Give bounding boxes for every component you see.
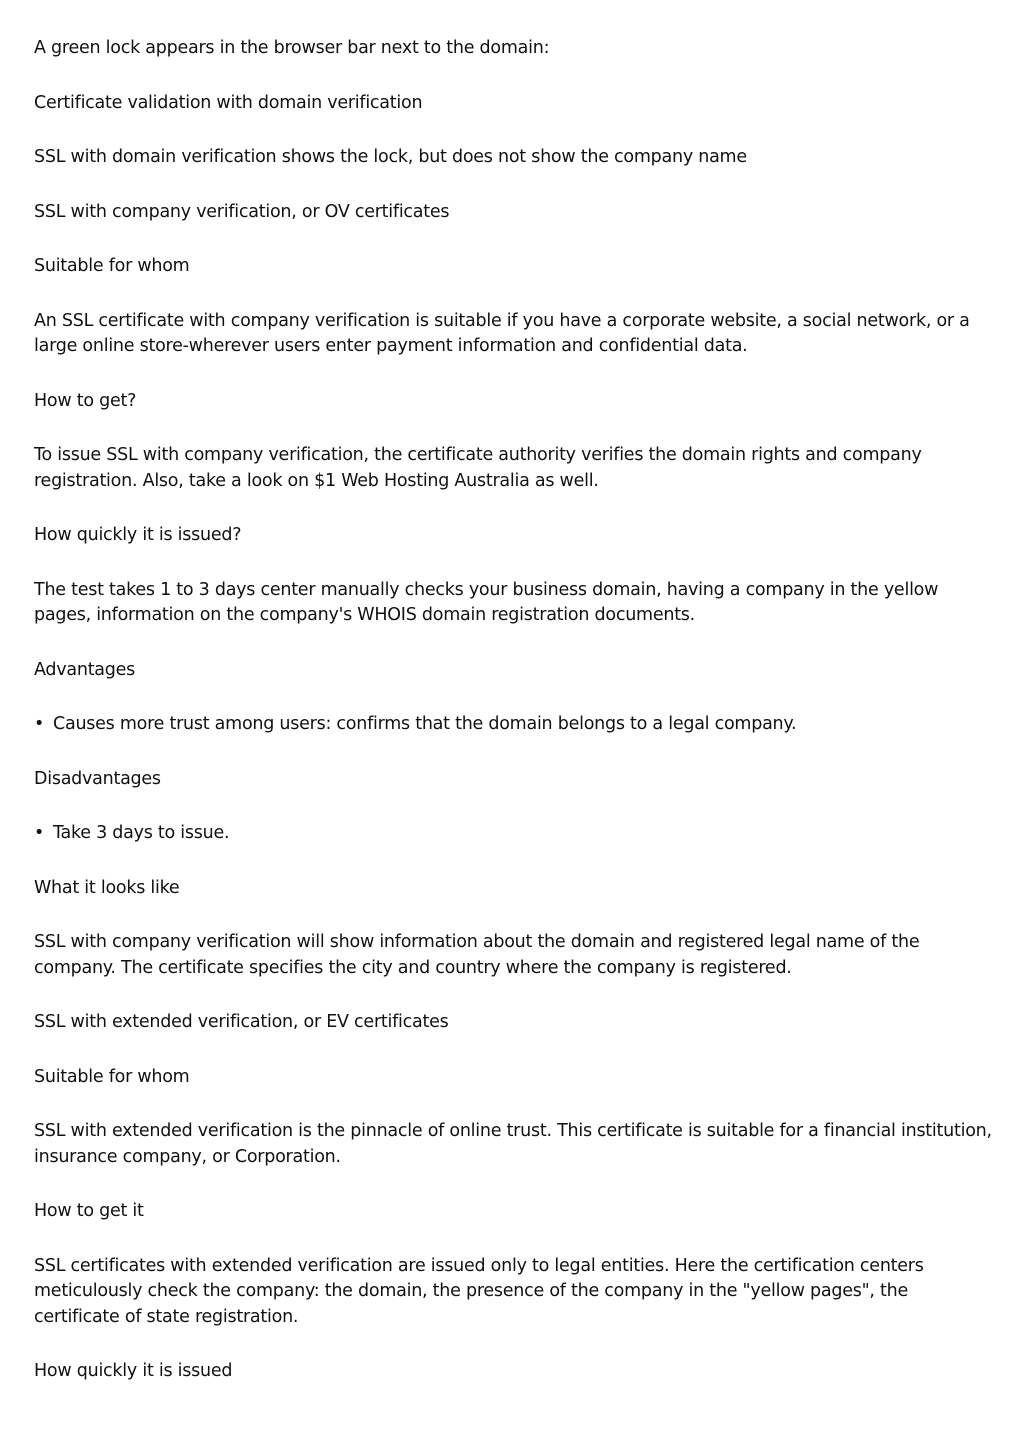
bullet-item — [34, 821, 994, 847]
subheading: How to get? — [34, 390, 137, 411]
document-page — [34, 36, 994, 1414]
paragraph: SSL with company verification will show information about the domain and registered legal name of the company. The certificate specifies the city and country where the company is registered. — [34, 932, 920, 978]
subheading: How to get it — [34, 1201, 144, 1221]
paragraph: The test takes 1 to 3 days center manually checks your business domain, having a company in the yellow pages, information on the company's WHOIS domain registration documents. — [34, 579, 939, 625]
section-heading: SSL with extended verification, or EV certificates — [34, 1012, 449, 1032]
subheading: What it looks like — [34, 877, 180, 898]
bullet-text: Take 3 days to issue. — [53, 823, 230, 843]
subheading: Suitable for whom — [34, 1066, 190, 1087]
paragraph: SSL with extended verification is the pinnacle of online trust. This certificate is suitable for a financial institution, insurance company, or Corporation. — [34, 1121, 992, 1167]
paragraph: A green lock appears in the browser bar next to the domain: — [34, 38, 550, 58]
subheading: How quickly it is issued? — [34, 525, 242, 545]
subheading: Disadvantages — [34, 768, 161, 789]
paragraph: To issue SSL with company verification, the certificate authority verifies the domain rights and company registration. Also, take a look on $1 Web Hosting Australia as well. — [34, 445, 922, 491]
paragraph: An SSL certificate with company verification is suitable if you have a corporate website, a social network, or a large online store-wherever users enter payment information and confidential data. — [34, 310, 970, 356]
bullet-marker: • — [34, 714, 45, 734]
bullet-text: Causes more trust among users: confirms that the domain belongs to a legal company. — [53, 714, 797, 734]
paragraph: SSL certificates with extended verification are issued only to legal entities. Here the certification centers meticulously check the company: the domain, the presence of the company in the "yellow pages", the certificate of state registration. — [34, 1255, 924, 1327]
subheading: Suitable for whom — [34, 256, 190, 276]
subheading: Advantages — [34, 659, 136, 680]
paragraph: Certificate validation with domain verification — [34, 92, 423, 113]
subheading: How quickly it is issued — [34, 1361, 233, 1381]
section-heading: SSL with company verification, or OV certificates — [34, 201, 450, 222]
bullet-marker: • — [34, 823, 45, 843]
paragraph: SSL with domain verification shows the lock, but does not show the company name — [34, 147, 747, 167]
bullet-item — [34, 712, 994, 738]
